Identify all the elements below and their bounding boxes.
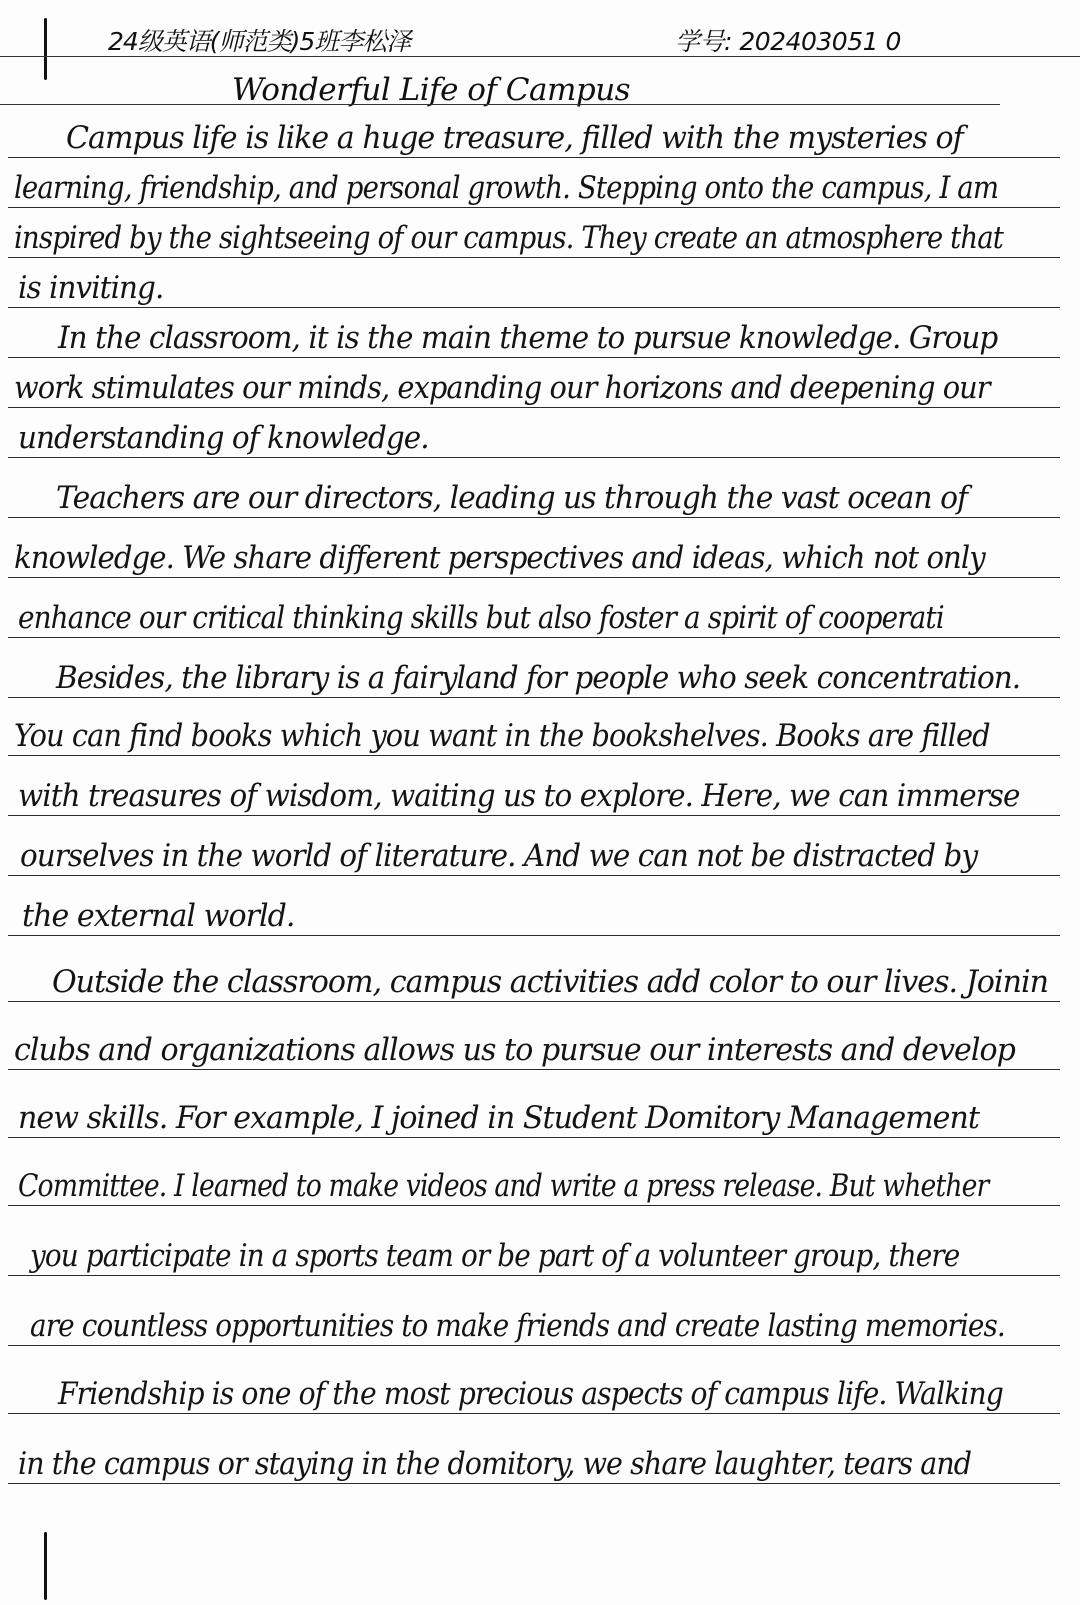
line-text: Campus life is like a huge treasure, filled with the mysteries of — [66, 120, 963, 156]
line-text: in the campus or staying in the domitory, we share laughter, tears and — [18, 1446, 972, 1482]
essay-line — [0, 716, 1080, 760]
essay-line — [0, 218, 1080, 262]
line-text: In the classroom, it is the main theme to pursue knowledge. Group — [58, 320, 998, 356]
line-text: inspired by the sightseeing of our campus. They create an atmosphere that — [14, 220, 1004, 256]
essay-line — [0, 896, 1080, 940]
line-text: ourselves in the world of literature. And we can not be distracted by — [20, 838, 978, 874]
line-text: learning, friendship, and personal growth. Stepping onto the campus, I am — [14, 170, 999, 206]
line-text: enhance our critical thinking skills but also foster a spirit of cooperati — [18, 600, 944, 636]
essay-line — [0, 962, 1080, 1006]
line-text: are countless opportunities to make friends and create lasting memories. — [30, 1308, 1005, 1344]
essay-line — [0, 1306, 1080, 1350]
essay-line — [0, 1030, 1080, 1074]
margin-mark-bottom — [44, 1532, 47, 1600]
essay-line — [0, 268, 1080, 312]
essay-line — [0, 776, 1080, 820]
line-text: with treasures of wisdom, waiting us to explore. Here, we can immerse — [18, 778, 1020, 814]
essay-line — [0, 1444, 1080, 1488]
line-text: Committee. I learned to make videos and write a press release. But whether — [18, 1168, 989, 1204]
student-id: 学号: 202403051 0 — [675, 27, 901, 56]
essay-line — [0, 538, 1080, 582]
essay-line — [0, 168, 1080, 212]
essay-line — [0, 478, 1080, 522]
title-rule — [0, 104, 1000, 105]
essay-line — [0, 1166, 1080, 1210]
line-text: Outside the classroom, campus activities add color to our lives. Joinin — [52, 964, 1049, 1000]
essay-line — [0, 1374, 1080, 1418]
essay-title: Wonderful Life of Campus — [232, 72, 631, 108]
line-text: Besides, the library is a fairyland for people who seek concentration. — [56, 660, 1021, 696]
essay-line — [0, 118, 1080, 162]
line-text: you participate in a sports team or be part of a volunteer group, there — [30, 1238, 960, 1274]
essay-line — [0, 658, 1080, 702]
line-text: the external world. — [22, 898, 295, 934]
line-text: understanding of knowledge. — [18, 420, 429, 456]
essay-line — [0, 1236, 1080, 1280]
line-text: Teachers are our directors, leading us through the vast ocean of — [56, 480, 968, 516]
essay-line — [0, 368, 1080, 412]
essay-line — [0, 836, 1080, 880]
essay-line — [0, 1098, 1080, 1142]
essay-line — [0, 598, 1080, 642]
line-text: work stimulates our minds, expanding our horizons and deepening our — [14, 370, 990, 406]
essay-line — [0, 318, 1080, 362]
line-text: clubs and organizations allows us to pursue our interests and develop — [14, 1032, 1015, 1068]
line-text: You can find books which you want in the bookshelves. Books are filled — [14, 718, 990, 754]
line-text: knowledge. We share different perspectives and ideas, which not only — [14, 540, 985, 576]
line-text: new skills. For example, I joined in Student Domitory Management — [18, 1100, 980, 1136]
line-text: is inviting. — [18, 270, 164, 306]
line-text: Friendship is one of the most precious aspects of campus life. Walking — [58, 1376, 1003, 1412]
class-and-name: 24级英语(师范类)5班李松泽 — [108, 27, 411, 56]
essay-line — [0, 418, 1080, 462]
